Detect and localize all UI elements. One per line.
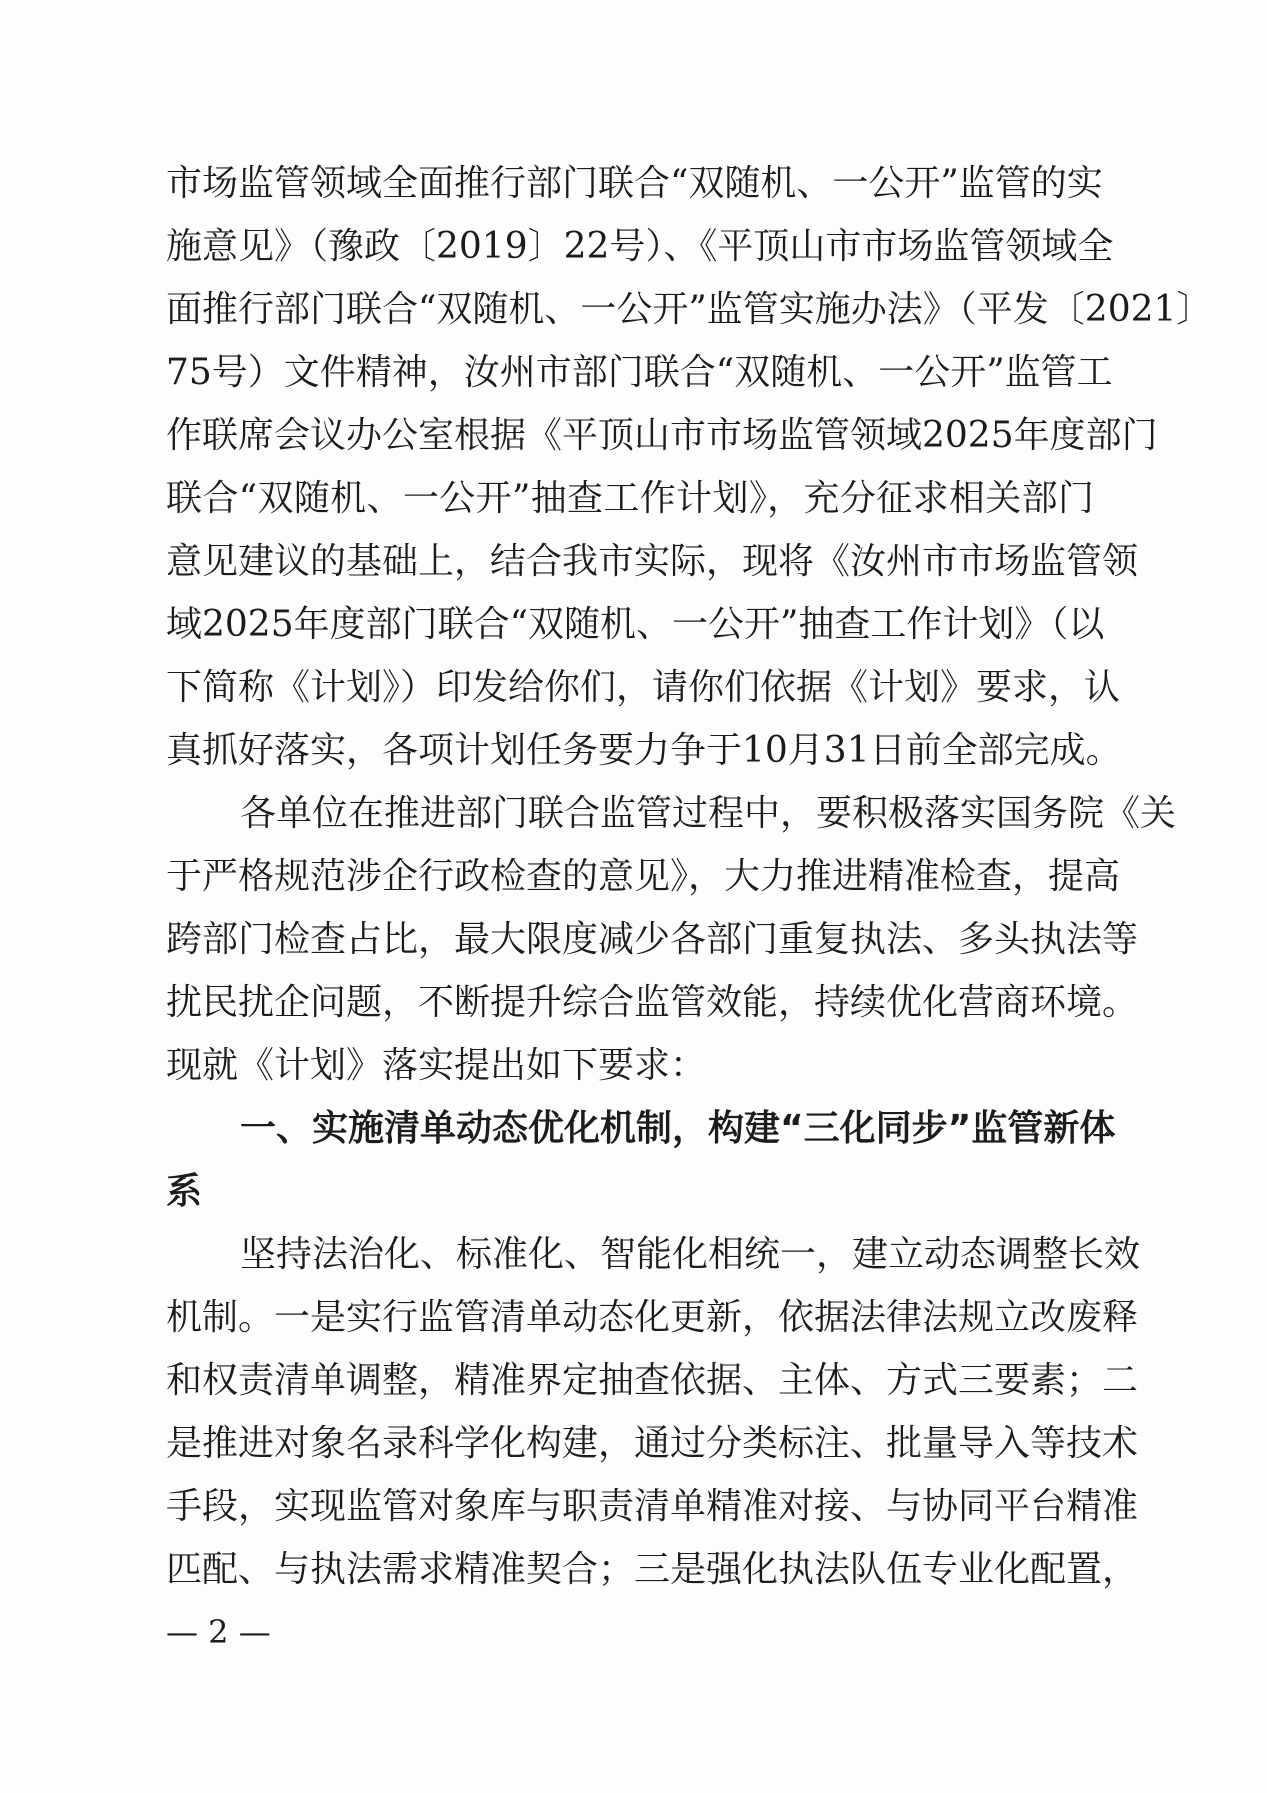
text-line: 扰民扰企问题，不断提升综合监管效能，持续优化营商环境。: [166, 982, 1139, 1023]
text-line: 作联席会议办公室根据《平顶山市市场监管领域2025年度部门: [166, 415, 1158, 456]
text-line: 于严格规范涉企行政检查的意见》，大力推进精准检查，提高: [166, 856, 1121, 897]
text-line: 现就《计划》落实提出如下要求：: [166, 1045, 707, 1086]
text-line: 75号）文件精神，汝州市部门联合“双随机、一公开”监管工: [166, 352, 1113, 393]
text-line: 坚持法治化、标准化、智能化相统一，建立动态调整长效: [240, 1234, 1141, 1275]
text-line: 和权责清单调整，精准界定抽查依据、主体、方式三要素；二: [166, 1360, 1139, 1401]
text-line: 域2025年度部门联合“双随机、一公开”抽查工作计划》（以: [166, 604, 1105, 645]
text-line: 各单位在推进部门联合监管过程中，要积极落实国务院《关: [240, 793, 1177, 834]
text-line: 跨部门检查占比，最大限度减少各部门重复执法、多头执法等: [166, 919, 1139, 960]
text-line: 是推进对象名录科学化构建，通过分类标注、批量导入等技术: [166, 1423, 1139, 1464]
text-line: 市场监管领域全面推行部门联合“双随机、一公开”监管的实: [166, 163, 1103, 204]
page-number: — 2 —: [166, 1613, 271, 1651]
text-line: 匹配、与执法需求精准契合；三是强化执法队伍专业化配置，: [166, 1549, 1139, 1590]
text-line: 意见建议的基础上，结合我市实际，现将《汝州市市场监管领: [166, 541, 1139, 582]
text-line: 联合“双随机、一公开”抽查工作计划》，充分征求相关部门: [166, 478, 1094, 519]
text-line: 手段，实现监管对象库与职责清单精准对接、与协同平台精准: [166, 1486, 1139, 1527]
text-line: 机制。一是实行监管清单动态化更新，依据法律法规立改废释: [166, 1297, 1139, 1338]
text-line: 真抓好落实，各项计划任务要力争于10月31日前全部完成。: [166, 730, 1122, 771]
document-body: [166, 152, 1213, 1601]
section-heading: 系: [166, 1171, 203, 1212]
text-line: 施意见》（豫政〔2019〕22号）、《平顶山市市场监管领域全: [166, 226, 1114, 267]
section-heading: 一、实施清单动态优化机制，构建“三化同步”监管新体: [240, 1108, 1116, 1149]
text-line: 面推行部门联合“双随机、一公开”监管实施办法》（平发〔2021〕: [166, 289, 1213, 330]
text-line: 下简称《计划》）印发给你们，请你们依据《计划》要求，认: [166, 667, 1121, 708]
